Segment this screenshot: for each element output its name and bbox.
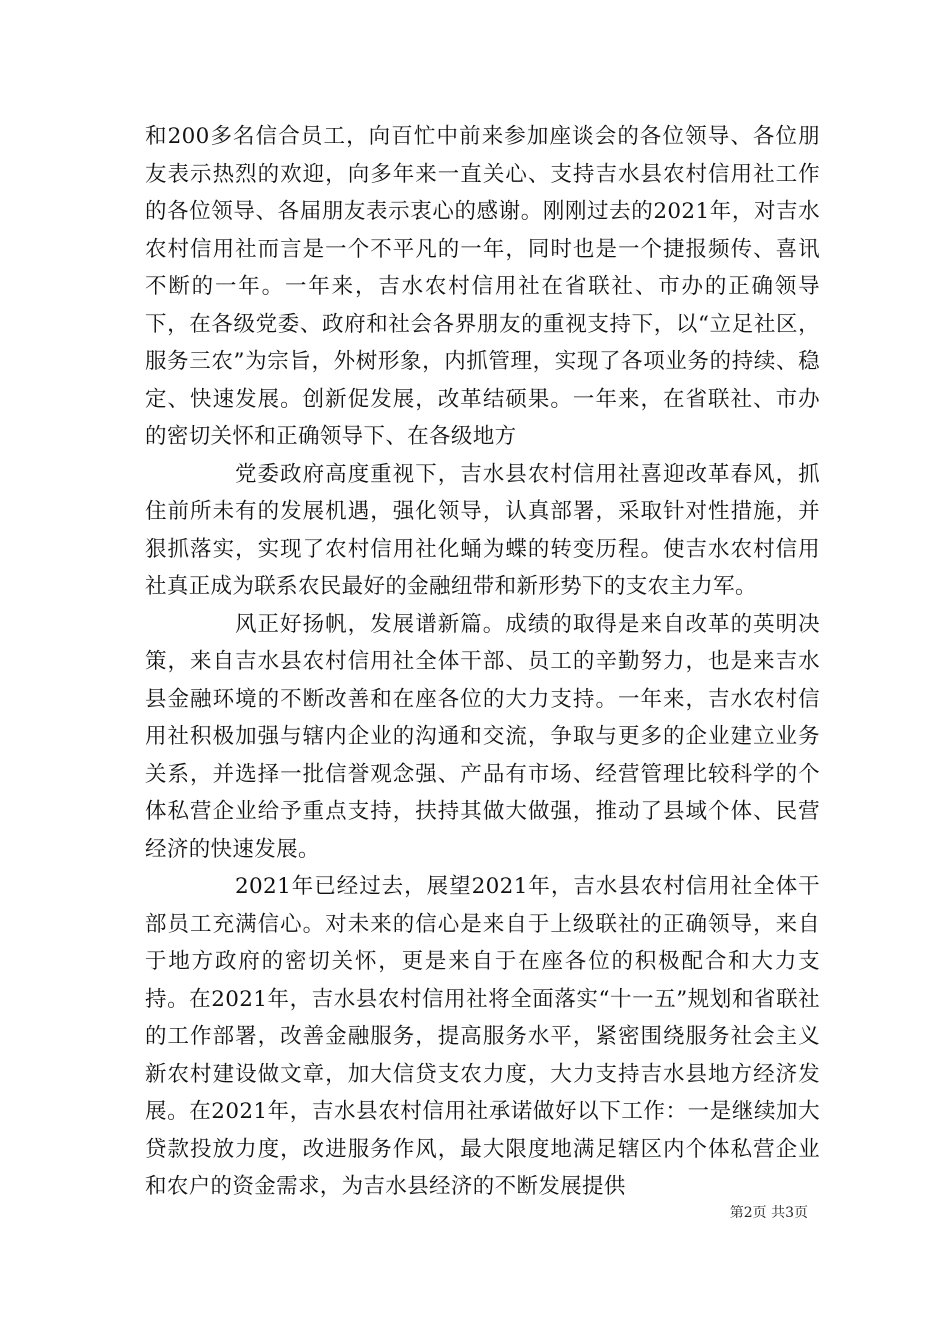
paragraph-3: 风正好扬帆，发展谱新篇。成绩的取得是来自改革的英明决策，来自吉水县农村信用社全体干部、员工的辛勤努力，也是来吉水县金融环境的不断改善和在座各位的大力支持。一年来，吉水农村信用社积极加强与辖内企业的沟通和交流，争取与更多的企业建立业务关系，并选择一批信誉观念强、产品有市场、经营管理比较科学的个体私营企业给予重点支持，扶持其做大做强，推动了县域个体、民营经济的快速发展。 bbox=[145, 611, 820, 862]
document-body bbox=[145, 118, 820, 1206]
paragraph-1: 和200多名信合员工，向百忙中前来参加座谈会的各位领导、各位朋友表示热烈的欢迎，向多年来一直关心、支持吉水县农村信用社工作的各位领导、各届朋友表示衷心的感谢。刚刚过去的2021年，对吉水农村信用社而言是一个不平凡的一年，同时也是一个捷报频传、喜讯不断的一年。一年来，吉水农村信用社在省联社、市办的正确领导下，在各级党委、政府和社会各界朋友的重视支持下，以“立足社区，服务三农”为宗旨，外树形象，内抓管理，实现了各项业务的持续、稳定、快速发展。创新促发展，改革结硕果。一年来，在省联社、市办的密切关怀和正确领导下、在各级地方 bbox=[145, 124, 820, 449]
paragraph-4: 2021年已经过去，展望2021年，吉水县农村信用社全体干部员工充满信心。对未来的信心是来自于上级联社的正确领导，来自于地方政府的密切关怀，更是来自于在座各位的积极配合和大力支持。在2021年，吉水县农村信用社将全面落实“十一五”规划和省联社的工作部署，改善金融服务，提高服务水平，紧密围绕服务社会主义新农村建设做文章，加大信贷支农力度，大力支持吉水县地方经济发展。在2021年，吉水县农村信用社承诺做好以下工作：一是继续加大贷款投放力度，改进服务作风，最大限度地满足辖区内个体私营企业和农户的资金需求，为吉水县经济的不断发展提供 bbox=[145, 874, 820, 1199]
paragraph-2: 党委政府高度重视下，吉水县农村信用社喜迎改革春风，抓住前所未有的发展机遇，强化领导，认真部署，采取针对性措施，并狠抓落实，实现了农村信用社化蛹为蝶的转变历程。使吉水农村信用社真正成为联系农民最好的金融纽带和新形势下的支农主力军。 bbox=[145, 461, 820, 599]
page-number-footer: 第2页 共3页 bbox=[729, 1205, 808, 1221]
